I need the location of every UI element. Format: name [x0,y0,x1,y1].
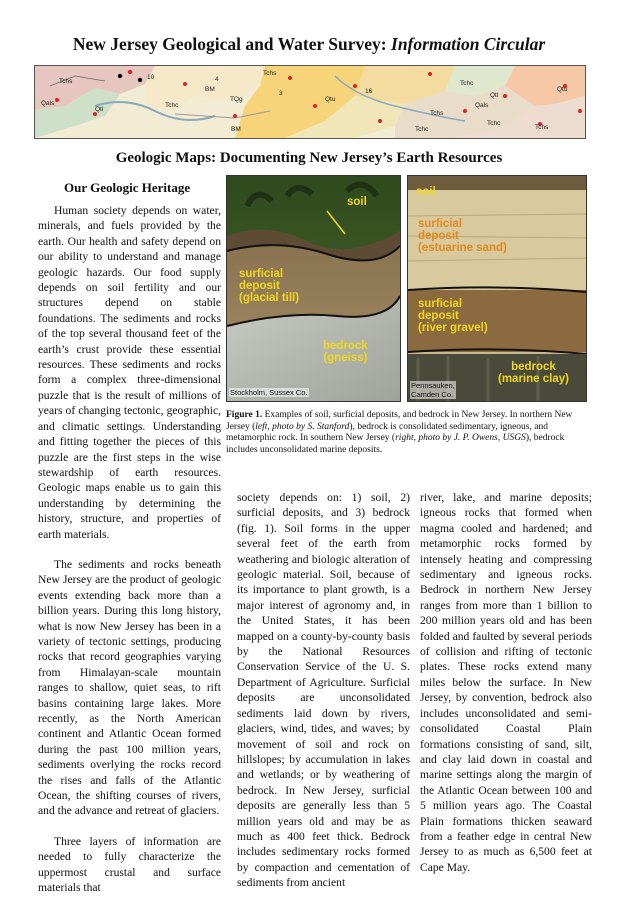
map-label: BM [231,126,241,133]
page-subtitle: Geologic Maps: Documenting New Jersey’s Earth Resources [115,150,503,166]
label-line: (marine clay) [498,373,569,385]
caption-credit: left, photo by S. Stanford [255,421,350,432]
map-illustration [35,66,585,138]
label-line: deposit [239,280,280,292]
map-label: Qtl [95,106,104,113]
label-line: (glacial till) [239,292,300,304]
geologic-map-banner [34,65,586,139]
label-line: deposit [418,310,459,322]
paragraph: Human society depends on water, minerals, and fuels provided by the earth. Our health and safety depend on our ability to understand and manage geologic hazards. Our food supply depends on soil fertility and our structures depend on stable foundations. The sediments and rocks of the top several thousand feet of the earth’s crust provide these essential resources. These sediments and rocks form a complex three-dimensional puzzle that is the result of millions of years of changing tectonic, geographic, and climatic settings. Understanding and fitting together the pieces of this puzzle are the first steps in the wise stewardship of earth resources. Geologic maps enable us to gain this understanding by determining the history, structure, and properties of earth materials. [38,204,221,541]
map-label: 4 [215,76,219,83]
header-title-main: New Jersey Geological and Water Survey: [72,34,392,54]
map-label: Qtu [557,86,568,93]
label-line: surficial [418,298,463,310]
label-line: bedrock [511,361,556,373]
text-column-3 [420,490,592,890]
paragraph: The sediments and rocks beneath New Jersey are the product of geologic events extending back more than a billion years. During this long history, what is now New Jersey has been in a variety of tectonic settings, producing rocks that record geographies varying from Himalayan-scale mountain ranges to shallow, quiet seas, to rift basins containing large lakes. More recently, as the North American continent and Atlantic Ocean formed during the past 100 million years, sediments overlying the rocks record the rises and falls of the Atlantic Ocean, the shifting courses of rivers, and the advance and retreat of glaciers. [38,557,221,818]
label-surficial-deposit [239,268,299,304]
paragraph: Three layers of information are needed to fully characterize the uppermost crustal and surface materials that [38,834,221,895]
photo-pennsauken-outcrop [407,175,587,402]
section-heading: Our Geologic Heritage [64,180,191,195]
caption-text: ), bedrock includes unconsolidated marine deposits. [226,433,565,455]
map-label: 16 [365,88,373,95]
map-label: Tchc [460,80,474,87]
label-bedrock [498,361,569,385]
label-line: (gneiss) [323,352,368,364]
paragraph: society depends on: 1) soil, 2) surficial deposits, and 3) bedrock (fig. 1). Soil forms in the upper several feet of the earth from weathering and biologic alteration of geologic material. Soil, because of its importance to plant growth, is a major interest of agronomy and, in the United States, it has been mapped on a county-by-county basis by the National Resources Conservation Service of the U. S. Department of Agriculture. Surficial deposits are unconsolidated sediments laid down by rivers, glaciers, wind, tides, and waves; by movement of soil and rock on hillslopes; by accumulation in lakes and wetlands; or by weathering of bedrock. In New Jersey, surficial deposits are generally less than 5 million years old and may be as much as 400 feet thick. Bedrock includes sedimentary rocks formed by compaction and cementation of sediments from ancient [237,491,410,890]
figure-caption [226,410,586,456]
label-line: surficial [239,268,284,280]
map-label: Tchc [487,120,501,127]
map-label: 10 [147,74,155,81]
label-soil: soil [416,186,436,198]
map-label: BM [205,86,215,93]
photo-location [410,381,456,399]
map-label: TQg [230,96,243,103]
text-column-1 [38,203,221,910]
location-line: Camden Co. [411,390,454,399]
map-label: Qtl [490,92,499,99]
label-surficial-deposit-estuarine [418,218,507,254]
label-line: (estuarine sand) [418,242,507,254]
header-title-italic: Information Circular [391,34,546,54]
label-line: (river gravel) [418,322,488,334]
label-line: surficial [418,218,463,230]
caption-text: ), bedrock is consolidated sedimentary, igneous, and metamorphic rock. In southern New Jersey ( [226,421,548,444]
map-label: Tchs [263,70,277,77]
map-label: Tchc [165,102,179,109]
paragraph: river, lake, and marine deposits; igneous rocks that formed when magma cooled and hardened; and metamorphic rocks formed by intensely heating and compressing sedimentary and igneous rocks. Bedrock in northern New Jersey ranges from more than 1 billion to 200 million years old and has been folded and faulted by several periods of collision and rifting of tectonic plates. These rocks extend many miles below the surface. In New Jersey, by convention, bedrock also includes unconsolidated and semi-consolidated Coastal Plain formations consisting of sand, silt, and clay laid down in coastal and marine settings along the margin of the Atlantic Ocean between 100 and 5 million years ago. The Coastal Plain formations thicken seaward from a feather edge in central New Jersey to as much as 6,500 feet at Cape May. [420,491,592,874]
figure-label: Figure 1. [226,410,263,420]
caption-text: Examples of soil, surficial deposits, and bedrock in New Jersey. In northern New Jersey ( [226,410,573,432]
map-label: Qals [475,102,489,109]
photo-location: Stockholm, Sussex Co. [230,388,308,397]
label-soil: soil [347,196,367,208]
label-surficial-deposit-river [418,298,488,334]
location-line: Pennsauken, [411,381,455,390]
map-label: Tchs [535,124,549,131]
map-label: 3 [279,90,283,97]
caption-credit: right, photo by J. P. Owens, USGS [395,433,526,444]
map-label: Qals [41,100,55,107]
map-label: Tchc [415,126,429,133]
photo-stockholm-outcrop [226,175,401,402]
publication-header [0,34,618,55]
label-bedrock [323,340,368,364]
label-line: deposit [418,230,459,242]
text-column-2 [237,490,410,906]
label-line: bedrock [323,340,368,352]
map-label: Qtu [325,96,336,103]
map-label: Tchs [59,78,73,85]
map-label: Tchs [430,110,444,117]
